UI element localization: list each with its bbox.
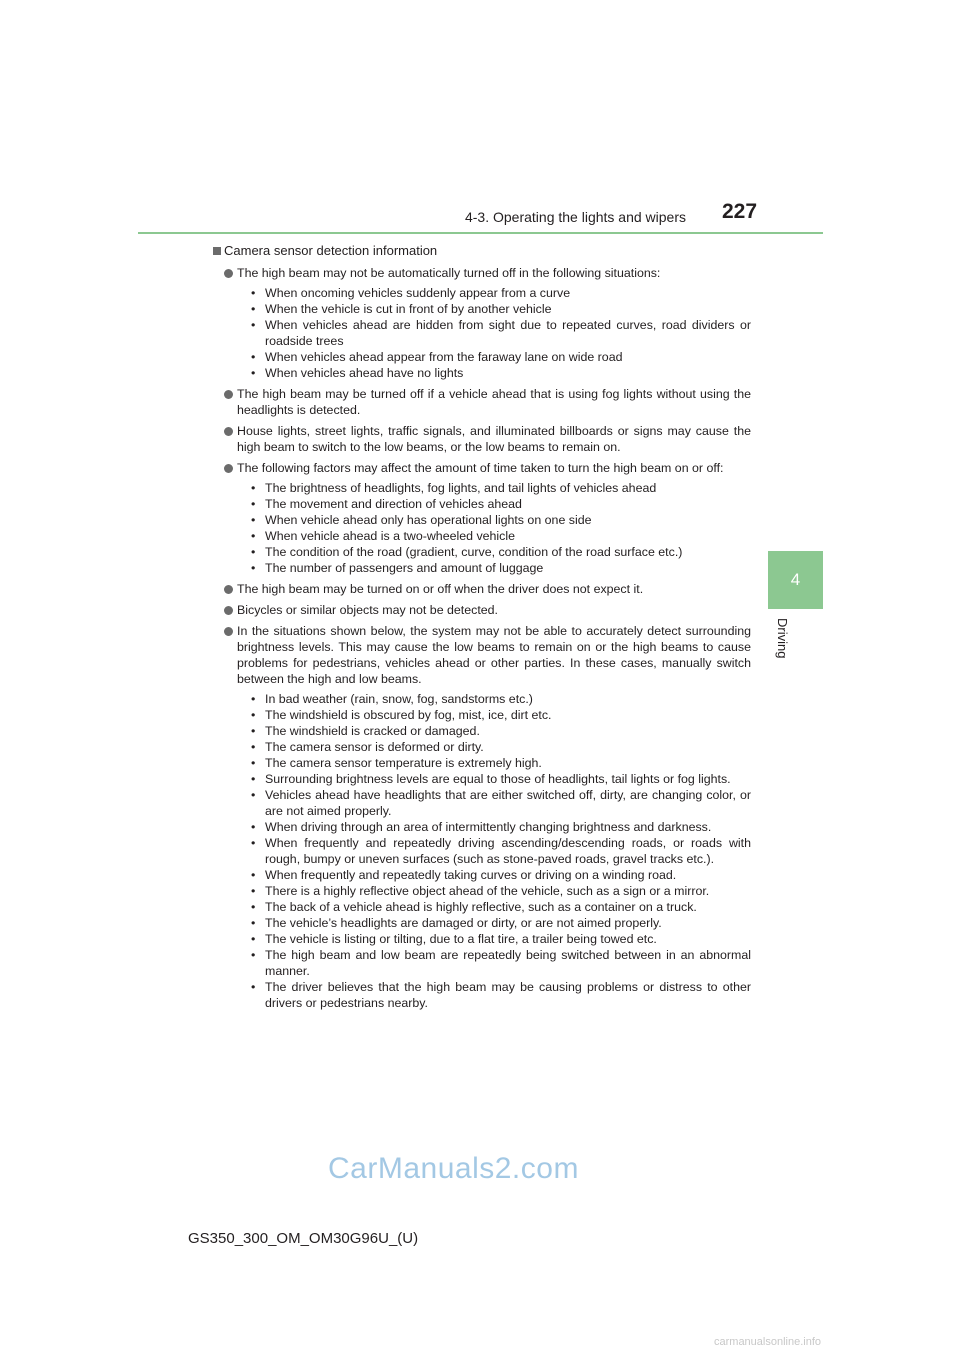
list-item-text: The high beam may be turned on or off when the driver does not expect it. [237,582,644,596]
list-item-text: House lights, street lights, traffic signals, and illuminated billboards or signs may cause the high beam to switch to the low beams, or the low beams to remain on. [237,424,751,454]
sub-list-item: • Vehicles ahead have headlights that are either switched off, dirty, are changing color, or are not aimed properly. [251,787,751,819]
sub-list-item: • When frequently and repeatedly driving ascending/descending roads, or roads with rough, bumpy or uneven surfaces (such as stone-paved roads, gravel tracks etc.). [251,835,751,867]
sub-list-item: • The movement and direction of vehicles ahead [251,496,751,512]
sub-list-item: • The vehicle is listing or tilting, due to a flat tire, a trailer being towed etc. [251,931,751,947]
sub-list-item: • When vehicle ahead only has operational lights on one side [251,512,751,528]
sub-list-item: • The back of a vehicle ahead is highly reflective, such as a container on a truck. [251,899,751,915]
page-number: 227 [722,200,758,223]
sub-list [237,480,751,576]
sub-list-item: • The camera sensor temperature is extremely high. [251,755,751,771]
circle-bullet-icon [224,390,233,399]
circle-bullet-icon [224,585,233,594]
sub-list-item: • When driving through an area of intermittently changing brightness and darkness. [251,819,751,835]
list-item-text: The following factors may affect the amount of time taken to turn the high beam on or off: [237,461,724,475]
list-item-text: The high beam may be turned off if a vehicle ahead that is using fog lights without using the headlights is detected. [237,387,751,417]
main-content [214,243,751,1016]
sub-list-item: • There is a highly reflective object ahead of the vehicle, such as a sign or a mirror. [251,883,751,899]
list-item [214,265,751,381]
sub-list-item: • The windshield is obscured by fog, mist, ice, dirt etc. [251,707,751,723]
chapter-label: Driving [775,618,790,659]
circle-bullet-icon [224,627,233,636]
sub-list-item: • The vehicle’s headlights are damaged or dirty, or are not aimed properly. [251,915,751,931]
sub-list-item: • In bad weather (rain, snow, fog, sandstorms etc.) [251,691,751,707]
sub-list-item: • When frequently and repeatedly taking curves or driving on a winding road. [251,867,751,883]
list-item [214,581,751,597]
section-title: 4-3. Operating the lights and wipers [464,209,686,225]
sub-list-item: • When vehicle ahead is a two-wheeled vehicle [251,528,751,544]
sub-list-item: • The driver believes that the high beam may be causing problems or distress to other drivers or pedestrians nearby. [251,979,751,1011]
circle-bullet-icon [224,464,233,473]
sub-list-item: • The condition of the road (gradient, curve, condition of the road surface etc.) [251,544,751,560]
sub-list-item: • When the vehicle is cut in front of by another vehicle [251,301,751,317]
list-item-text: Bicycles or similar objects may not be detected. [237,603,499,617]
header-rule [138,232,823,234]
list-item-text: The high beam may not be automatically turned off in the following situations: [237,266,661,280]
sub-list [237,285,751,381]
item-list [214,265,751,1011]
sub-list-item: • When vehicles ahead have no lights [251,365,751,381]
sub-list-item: • The number of passengers and amount of luggage [251,560,751,576]
sub-list-item: • When vehicles ahead are hidden from sight due to repeated curves, road dividers or roadside trees [251,317,751,349]
chapter-tab: 4 [768,551,823,609]
circle-bullet-icon [224,269,233,278]
list-item [214,423,751,455]
sub-list-item: • The high beam and low beam are repeatedly being switched between in an abnormal manner. [251,947,751,979]
sub-list-item: • The windshield is cracked or damaged. [251,723,751,739]
sub-list-item: • The camera sensor is deformed or dirty. [251,739,751,755]
sub-list-item: • When oncoming vehicles suddenly appear from a curve [251,285,751,301]
page-header [138,200,823,234]
list-item [214,460,751,576]
list-item [214,602,751,618]
footer-code: GS350_300_OM_OM30G96U_(U) [188,1230,419,1247]
sub-list [237,691,751,1011]
subhead [214,243,751,259]
sub-list-item: • When vehicles ahead appear from the faraway lane on wide road [251,349,751,365]
watermark: CarManuals2.com [328,1152,579,1185]
subhead-text: Camera sensor detection information [224,243,438,258]
sub-list-item: • Surrounding brightness levels are equal to those of headlights, tail lights or fog lights. [251,771,751,787]
circle-bullet-icon [224,427,233,436]
list-item-text: In the situations shown below, the system may not be able to accurately detect surrounding brightness levels. This may cause the low beams to remain on or the high beams to cause problems for pedestrians, vehicles ahead or other parties. In these cases, manually switch between the high and low beams. [237,624,751,686]
list-item [214,386,751,418]
list-item [214,623,751,1011]
watermark-bottom: carmanualsonline.info [714,1336,822,1348]
circle-bullet-icon [224,606,233,615]
square-bullet-icon [213,247,221,255]
sub-list-item: • The brightness of headlights, fog lights, and tail lights of vehicles ahead [251,480,751,496]
